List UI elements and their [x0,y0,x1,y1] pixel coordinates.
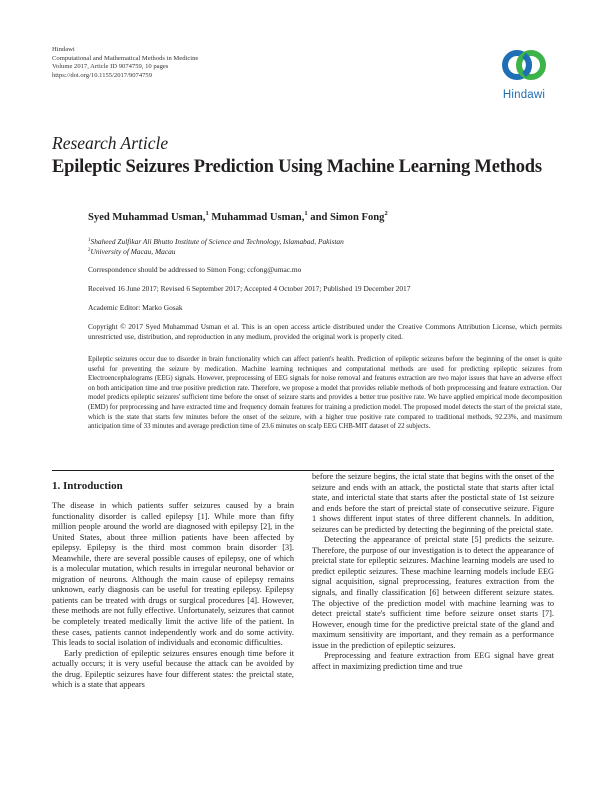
affiliation-text: Shaheed Zulfikar Ali Bhutto Institute of Science and Technology, Islamabad, Pakistan [90,237,344,246]
correspondence: Correspondence should be addressed to Simon Fong; ccfong@umac.mo [88,265,302,274]
logo-wordmark: Hindawi [502,89,546,101]
section-divider [52,470,554,471]
publication-dates: Received 16 June 2017; Revised 6 September 2017; Accepted 4 October 2017; Published 19 December 2017 [88,284,411,293]
volume-line: Volume 2017, Article ID 9074759, 10 pages [52,63,169,71]
author-name[interactable]: Muhammad Usman, [211,212,305,223]
author-affiliation-marker: 2 [384,210,388,217]
copyright-notice: Copyright © 2017 Syed Muhammad Usman et al. This is an open access article distributed under the Creative Commons Attribution License, which permits unrestricted use, distribution, and reproduction in any medium, provided the original work is properly cited. [88,322,562,342]
paragraph: Detecting the appearance of preictal state [5] predicts the seizure. Therefore, the purpose of our investigation is to detect the appearance of preictal state for epileptic seizures. Machine learning models are used to predict epileptic seizures. These machine learning models include EEG signal acquisition, signal preprocessing, features extraction from the signals, and finally classification [6] between different seizure states. The objective of the prediction model with machine learning was to detect preictal state's sufficient time before seizure onset starts [7]. However, enough time for the predictive preictal state of the gland and maximum sensitivity are important, and they remain as a performance issue in the prediction of epileptic seizures. [312,535,554,650]
affiliation [88,236,344,247]
paragraph: Early prediction of epileptic seizures ensures enough time before it actually occurs; it is very useful because the attack can be avoided by the drug. Epileptic seizures have four different states: the preictal state, which is a state that appears [52,648,294,690]
academic-editor: Academic Editor: Marko Gosak [88,303,183,312]
article-type: Research Article [52,133,169,153]
author-affiliation-marker: 1 [205,210,209,217]
author-affiliation-marker: 1 [304,210,308,217]
affiliation-marker: 1 [88,238,91,243]
author-name[interactable]: Syed Muhammad Usman, [88,212,206,223]
article-title: Epileptic Seizures Prediction Using Machine Learning Methods [52,157,542,177]
affiliation [88,246,175,257]
author-name[interactable]: and Simon Fong [310,212,385,223]
body-column-left [52,501,294,691]
paragraph: before the seizure begins, the ictal state that begins with the onset of the seizure and ends with an attack, the postictal state that starts after ictal state, and interictal state that starts after the postictal state of 1st seizure and ends before the start of preictal state of consecutive seizure. Figure 1 shows different input states of three different channels. In addition, seizures can be predicted by detecting the beginning of the preictal state. [312,472,554,534]
doi-link[interactable]: https://doi.org/10.1155/2017/9074759 [52,71,153,79]
section-heading: 1. Introduction [52,480,123,492]
journal-header [52,46,432,80]
hindawi-logo [494,44,554,106]
affiliation-marker: 2 [88,248,91,253]
paragraph: The disease in which patients suffer seizures caused by a brain functionality disorder is called epilepsy [1]. While more than fifty million people around the world are diagnosed with epilepsy [2], in the United States, about three million patients have been affected by epilepsy. Epilepsy is the third most common brain disorder [3]. Meanwhile, there are several possible causes of epilepsy, one of which is a molecular mutation, which results in irregular neuronal behavior or migration of neurons. Although the main cause of epilepsy remains unknown, early diagnosis can be useful for treating epilepsy. Epilepsy patients can be treated with drugs or surgical procedures [4]. However, these methods are not fully effective. Unfortunately, seizures that cannot be completely treated medically limit the active life of the patient. In these cases, patients cannot independently work and do some activity. This leads to social isolation of individuals and economic difficulties. [52,501,294,648]
hindawi-rings-icon [494,44,554,88]
paragraph: Preprocessing and feature extraction from EEG signal have great affect in maximizing prediction time and true [312,651,554,671]
body-column-right [312,472,554,672]
abstract: Epileptic seizures occur due to disorder in brain functionality which can affect patient's health. Prediction of epileptic seizures before the beginning of the onset is quite useful for preventing the seizure by medication. Machine learning techniques and computational methods are used for predicting epileptic seizures from Electroencephalograms (EEG) signals. However, preprocessing of EEG signals for noise removal and features extraction are two major issues that have an adverse effect on both anticipation time and true positive prediction rate. Therefore, we propose a model that provides reliable methods of both preprocessing and feature extraction. Our model predicts epileptic seizures' sufficient time before the onset of seizure starts and provides a better true positive rate. We have applied empirical mode decomposition (EMD) for preprocessing and have extracted time and frequency domain features for training a prediction model. The proposed model detects the start of the preictal state, which is the state that starts few minutes before the onset of the seizure, with a higher true positive rate compared to traditional methods, 92.23%, and maximum anticipation time of 33 minutes and average prediction time of 23.6 minutes on scalp EEG CHB-MIT dataset of 22 subjects. [88,356,562,431]
journal-name: Computational and Mathematical Methods in Medicine [52,54,199,62]
publisher-name: Hindawi [52,46,75,53]
affiliation-text: University of Macau, Macau [90,247,176,256]
author-list [88,210,388,223]
